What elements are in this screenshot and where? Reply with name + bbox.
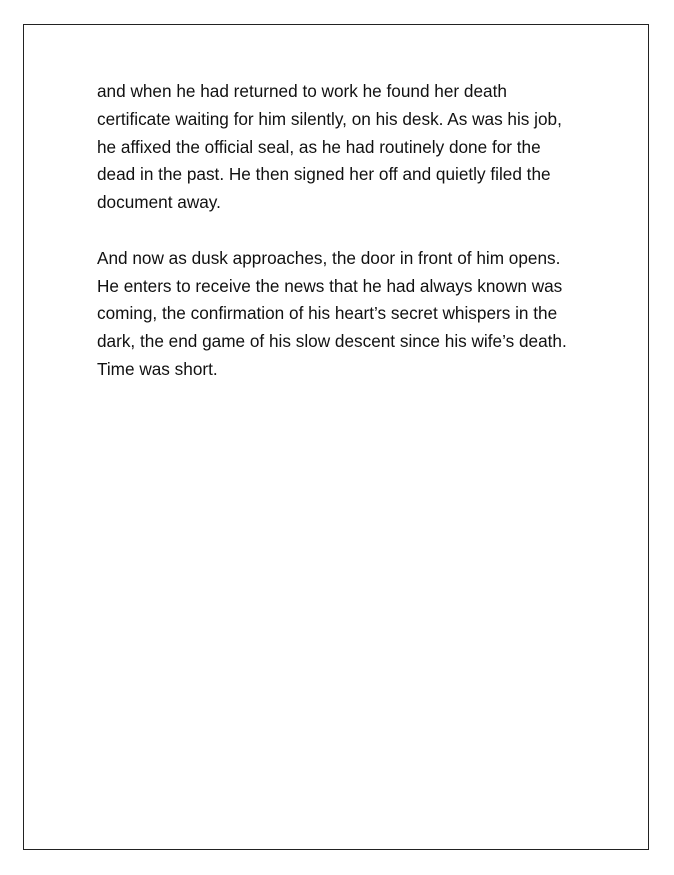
paragraph-2: And now as dusk approaches, the door in front of him opens. He enters to receive the news that he had always known was coming, the confirmation of his heart’s secret whispers in the dark, the end game of his slow descent since his wife’s death. Time was short. xyxy=(97,247,567,379)
paragraph-1: and when he had returned to work he found her death certificate waiting for him silently, on his desk. As was his job, he affixed the official seal, as he had routinely done for the dead in the past. He then signed her off and quietly filed the document away. xyxy=(97,81,562,213)
document-page xyxy=(23,24,649,850)
document-body xyxy=(97,78,577,412)
